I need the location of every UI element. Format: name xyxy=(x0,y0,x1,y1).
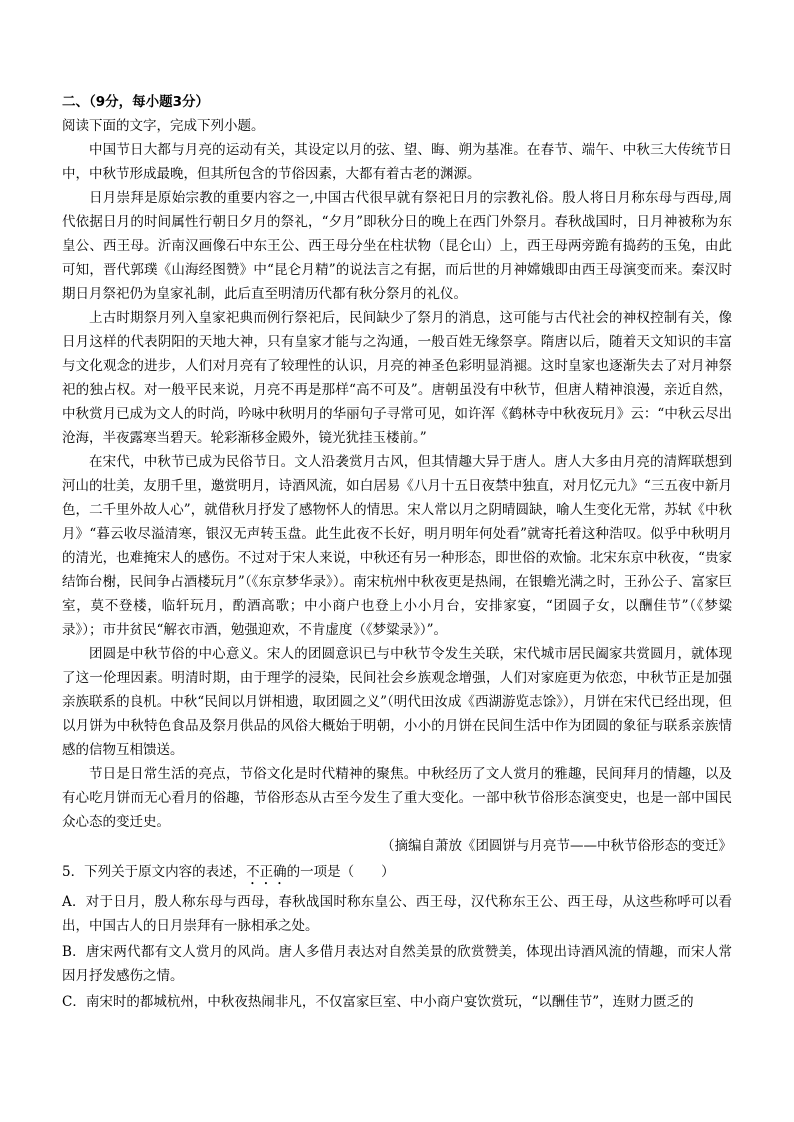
section-title: 二、（9分，每小题3分） xyxy=(62,94,210,110)
question-stem-after: 的一项是（ ） xyxy=(286,864,395,880)
question-stem-emphasis: 不正确 xyxy=(246,864,287,880)
page-content xyxy=(62,90,732,1014)
option-b: B．唐宋两代都有文人赏月的风尚。唐人多借月表达对自然美景的欣赏赞美，体现出诗酒风流的情趣，而宋人常因月抒发感伤之情。 xyxy=(62,944,732,984)
article-paragraph-6: 节日是日常生活的亮点，节俗文化是时代精神的聚焦。中秋经历了文人赏月的雅趣，民间拜月的情趣，以及有心吃月饼而无心看月的俗趣，节俗形态从古至今发生了重大变化。一部中秋节俗形态演变史，也是一部中国民众心态的变迁史。 xyxy=(62,766,732,830)
question-stem-before: 5．下列关于原文内容的表述， xyxy=(62,864,247,880)
article-paragraph-5: 团圆是中秋节俗的中心意义。宋人的团圆意识已与中秋节令发生关联，宋代城市居民阖家共赏圆月，就体现了这一伦理因素。明清时期，由于理学的浸染，民间社会乡族观念增强，人们对家庭更为依恋，中秋节正是加强亲族联系的良机。中秋“民间以月饼相遗，取团圆之义”（明代田汝成《西湖游览志馀》），月饼在宋代已经出现，但以月饼为中秋特色食品及祭月供品的风俗大概始于明朝，小小的月饼在民间生活中作为团圆的象征与联系亲族情感的信物互相馈送。 xyxy=(62,646,732,758)
article-paragraph-4: 在宋代，中秋节已成为民俗节日。文人沿袭赏月古风，但其情趣大异于唐人。唐人大多由月亮的清辉联想到河山的壮美，友朋千里，邀赏明月，诗酒风流，如白居易《八月十五日夜禁中独直，对月忆元九》“三五夜中新月色，二千里外故人心”，就借秋月抒发了感物怀人的情思。宋人常以月之阴晴圆缺，喻人生变化无常，苏轼《中秋月》“暮云收尽溢清寒，银汉无声转玉盘。此生此夜不长好，明月明年何处看”就寄托着这种浩叹。似乎中秋明月的清光，也难掩宋人的感伤。不过对于宋人来说，中秋还有另一种形态，即世俗的欢愉。北宋东京中秋夜，“贵家结饰台榭，民间争占酒楼玩月”（《东京梦华录》）。南宋杭州中秋夜更是热闹，在银蟾光满之时，王孙公子、富家巨室，莫不登楼，临轩玩月，酌酒高歌；中小商户也登上小小月台，安排家宴，“团圆子女，以酬佳节”（《梦粱录》）；市井贫民“解衣市酒，勉强迎欢，不肯虚度（《梦粱录》）”。 xyxy=(62,454,732,638)
option-c: C．南宋时的都城杭州，中秋夜热闹非凡，不仅富家巨室、中小商户宴饮赏玩，“以酬佳节”，连财力匮乏的 xyxy=(62,994,694,1010)
article-paragraph-3: 上古时期祭月列入皇家祀典而例行祭祀后，民间缺少了祭月的消息，这可能与古代社会的神权控制有关，像日月这样的代表阴阳的天地大神，只有皇家才能与之沟通，一般百姓无缘祭享。隋唐以后，随着天文知识的丰富与文化观念的进步，人们对月亮有了较理性的认识，月亮的神圣色彩明显消褪。这时皇家也逐渐失去了对月神祭祀的独占权。对一般平民来说，月亮不再是那样“高不可及”。唐朝虽没有中秋节，但唐人精神浪漫，亲近自然，中秋赏月已成为文人的时尚，吟咏中秋明月的华丽句子寻常可见，如许浑《鹤林寺中秋夜玩月》云：“中秋云尽出沧海，半夜露寒当碧天。轮彩渐移金殿外，镜光犹挂玉楼前。” xyxy=(62,310,732,446)
article-source: （摘编自萧放《团圆饼与月亮节——中秋节俗形态的变迁》 xyxy=(381,838,732,854)
question-5-stem xyxy=(62,860,732,888)
article-paragraph-2: 日月崇拜是原始宗教的重要内容之一,中国古代很早就有祭祀日月的宗教礼俗。殷人将日月称东母与西母,周代依据日月的时间属性行朝日夕月的祭礼，“夕月”即秋分日的晚上在西门外祭月。春秋战国时，日月神被称为东皇公、西王母。沂南汉画像石中东王公、西王母分坐在柱状物（昆仑山）上，西王母两旁跪有捣药的玉兔，由此可知，晋代郭璞《山海经图赞》中“昆仑月精”的说法言之有据，而后世的月神嫦娥即由西王母演变而来。秦汉时期日月祭祀仍为皇家礼制，此后直至明清历代都有秋分祭月的礼仪。 xyxy=(62,190,732,302)
reading-instruction: 阅读下面的文字，完成下列小题。 xyxy=(62,118,265,134)
option-a: A．对于日月，殷人称东母与西母，春秋战国时称东皇公、西王母，汉代称东王公、西王母，从这些称呼可以看出，中国古人的日月崇拜有一脉相承之处。 xyxy=(62,894,732,934)
article-paragraph-1: 中国节日大都与月亮的运动有关，其设定以月的弦、望、晦、朔为基准。在春节、端午、中秋三大传统节日中，中秋节形成最晚，但其所包含的节俗因素，大都有着古老的渊源。 xyxy=(62,142,732,182)
